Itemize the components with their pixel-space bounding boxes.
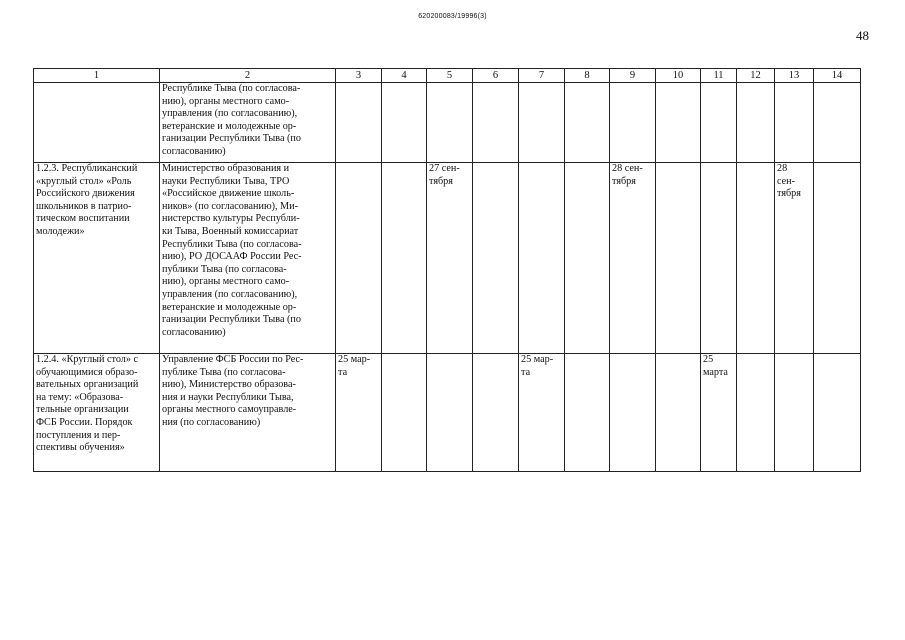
column-header: 11 — [701, 69, 737, 83]
column-header: 5 — [427, 69, 473, 83]
column-number-row — [34, 69, 861, 83]
column-header: 9 — [610, 69, 656, 83]
date-cell — [775, 83, 814, 163]
date-cell — [382, 83, 427, 163]
event-name-cell: 1.2.3. Республиканский «круглый стол» «Роль Российского движения школьников в патрио- тическом воспитании молодежи» — [34, 163, 160, 354]
date-cell — [427, 354, 473, 472]
date-cell — [610, 354, 656, 472]
date-cell — [519, 163, 565, 354]
date-cell: 27 сен- тября — [427, 163, 473, 354]
date-cell: 25 марта — [701, 354, 737, 472]
date-cell — [814, 354, 861, 472]
table-row — [34, 163, 861, 354]
date-cell: 25 мар- та — [336, 354, 382, 472]
column-header: 10 — [656, 69, 701, 83]
event-plan-table — [33, 68, 861, 472]
column-header: 4 — [382, 69, 427, 83]
date-cell — [701, 163, 737, 354]
date-cell — [519, 83, 565, 163]
date-cell — [656, 354, 701, 472]
column-header: 6 — [473, 69, 519, 83]
date-cell — [565, 163, 610, 354]
column-header: 13 — [775, 69, 814, 83]
date-cell — [610, 83, 656, 163]
event-name-cell: 1.2.4. «Круглый стол» с обучающимися образо- вательных организаций на тему: «Образова- тельные организации ФСБ России. Порядок поступления и пер- спективы обучения» — [34, 354, 160, 472]
date-cell — [565, 83, 610, 163]
document-id: 620200083/19996(3) — [418, 13, 487, 20]
date-cell — [814, 83, 861, 163]
date-cell — [427, 83, 473, 163]
date-cell — [336, 83, 382, 163]
date-cell — [382, 163, 427, 354]
date-cell — [701, 83, 737, 163]
date-cell — [565, 354, 610, 472]
date-cell — [656, 83, 701, 163]
date-cell — [775, 354, 814, 472]
date-cell — [382, 354, 427, 472]
date-cell — [814, 163, 861, 354]
column-header: 1 — [34, 69, 160, 83]
table-row — [34, 83, 861, 163]
executors-cell: Министерство образования и науки Республики Тыва, ТРО «Российское движение школь- ников» (по согласованию), Ми- нистерство культуры Республи- ки Тыва, Военный комиссариат Республики Тыва (по согласова- нию), РО ДОСААФ России Рес- публики Тыва (по согласова- нию), органы местного само- управления (по согласованию), ветеранские и молодежные ор- ганизации Республики Тыва (по согласованию) — [160, 163, 336, 354]
date-cell — [737, 83, 775, 163]
column-header: 3 — [336, 69, 382, 83]
page-number: 48 — [856, 28, 869, 43]
column-header: 14 — [814, 69, 861, 83]
date-cell — [473, 354, 519, 472]
column-header: 12 — [737, 69, 775, 83]
date-cell: 28 сен- тября — [775, 163, 814, 354]
executors-cell: Управление ФСБ России по Рес- публике Тыва (по согласова- нию), Министерство образова- ния и науки Республики Тыва, органы местного самоуправле- ния (по согласованию) — [160, 354, 336, 472]
column-header: 7 — [519, 69, 565, 83]
column-header: 2 — [160, 69, 336, 83]
date-cell: 28 сен- тября — [610, 163, 656, 354]
event-name-cell — [34, 83, 160, 163]
date-cell: 25 мар- та — [519, 354, 565, 472]
date-cell — [336, 163, 382, 354]
date-cell — [656, 163, 701, 354]
date-cell — [737, 354, 775, 472]
table-row — [34, 354, 861, 472]
date-cell — [737, 163, 775, 354]
date-cell — [473, 163, 519, 354]
date-cell — [473, 83, 519, 163]
executors-cell: Республике Тыва (по согласова- нию), органы местного само- управления (по согласованию), ветеранские и молодежные ор- ганизации Республики Тыва (по согласованию) — [160, 83, 336, 163]
column-header: 8 — [565, 69, 610, 83]
